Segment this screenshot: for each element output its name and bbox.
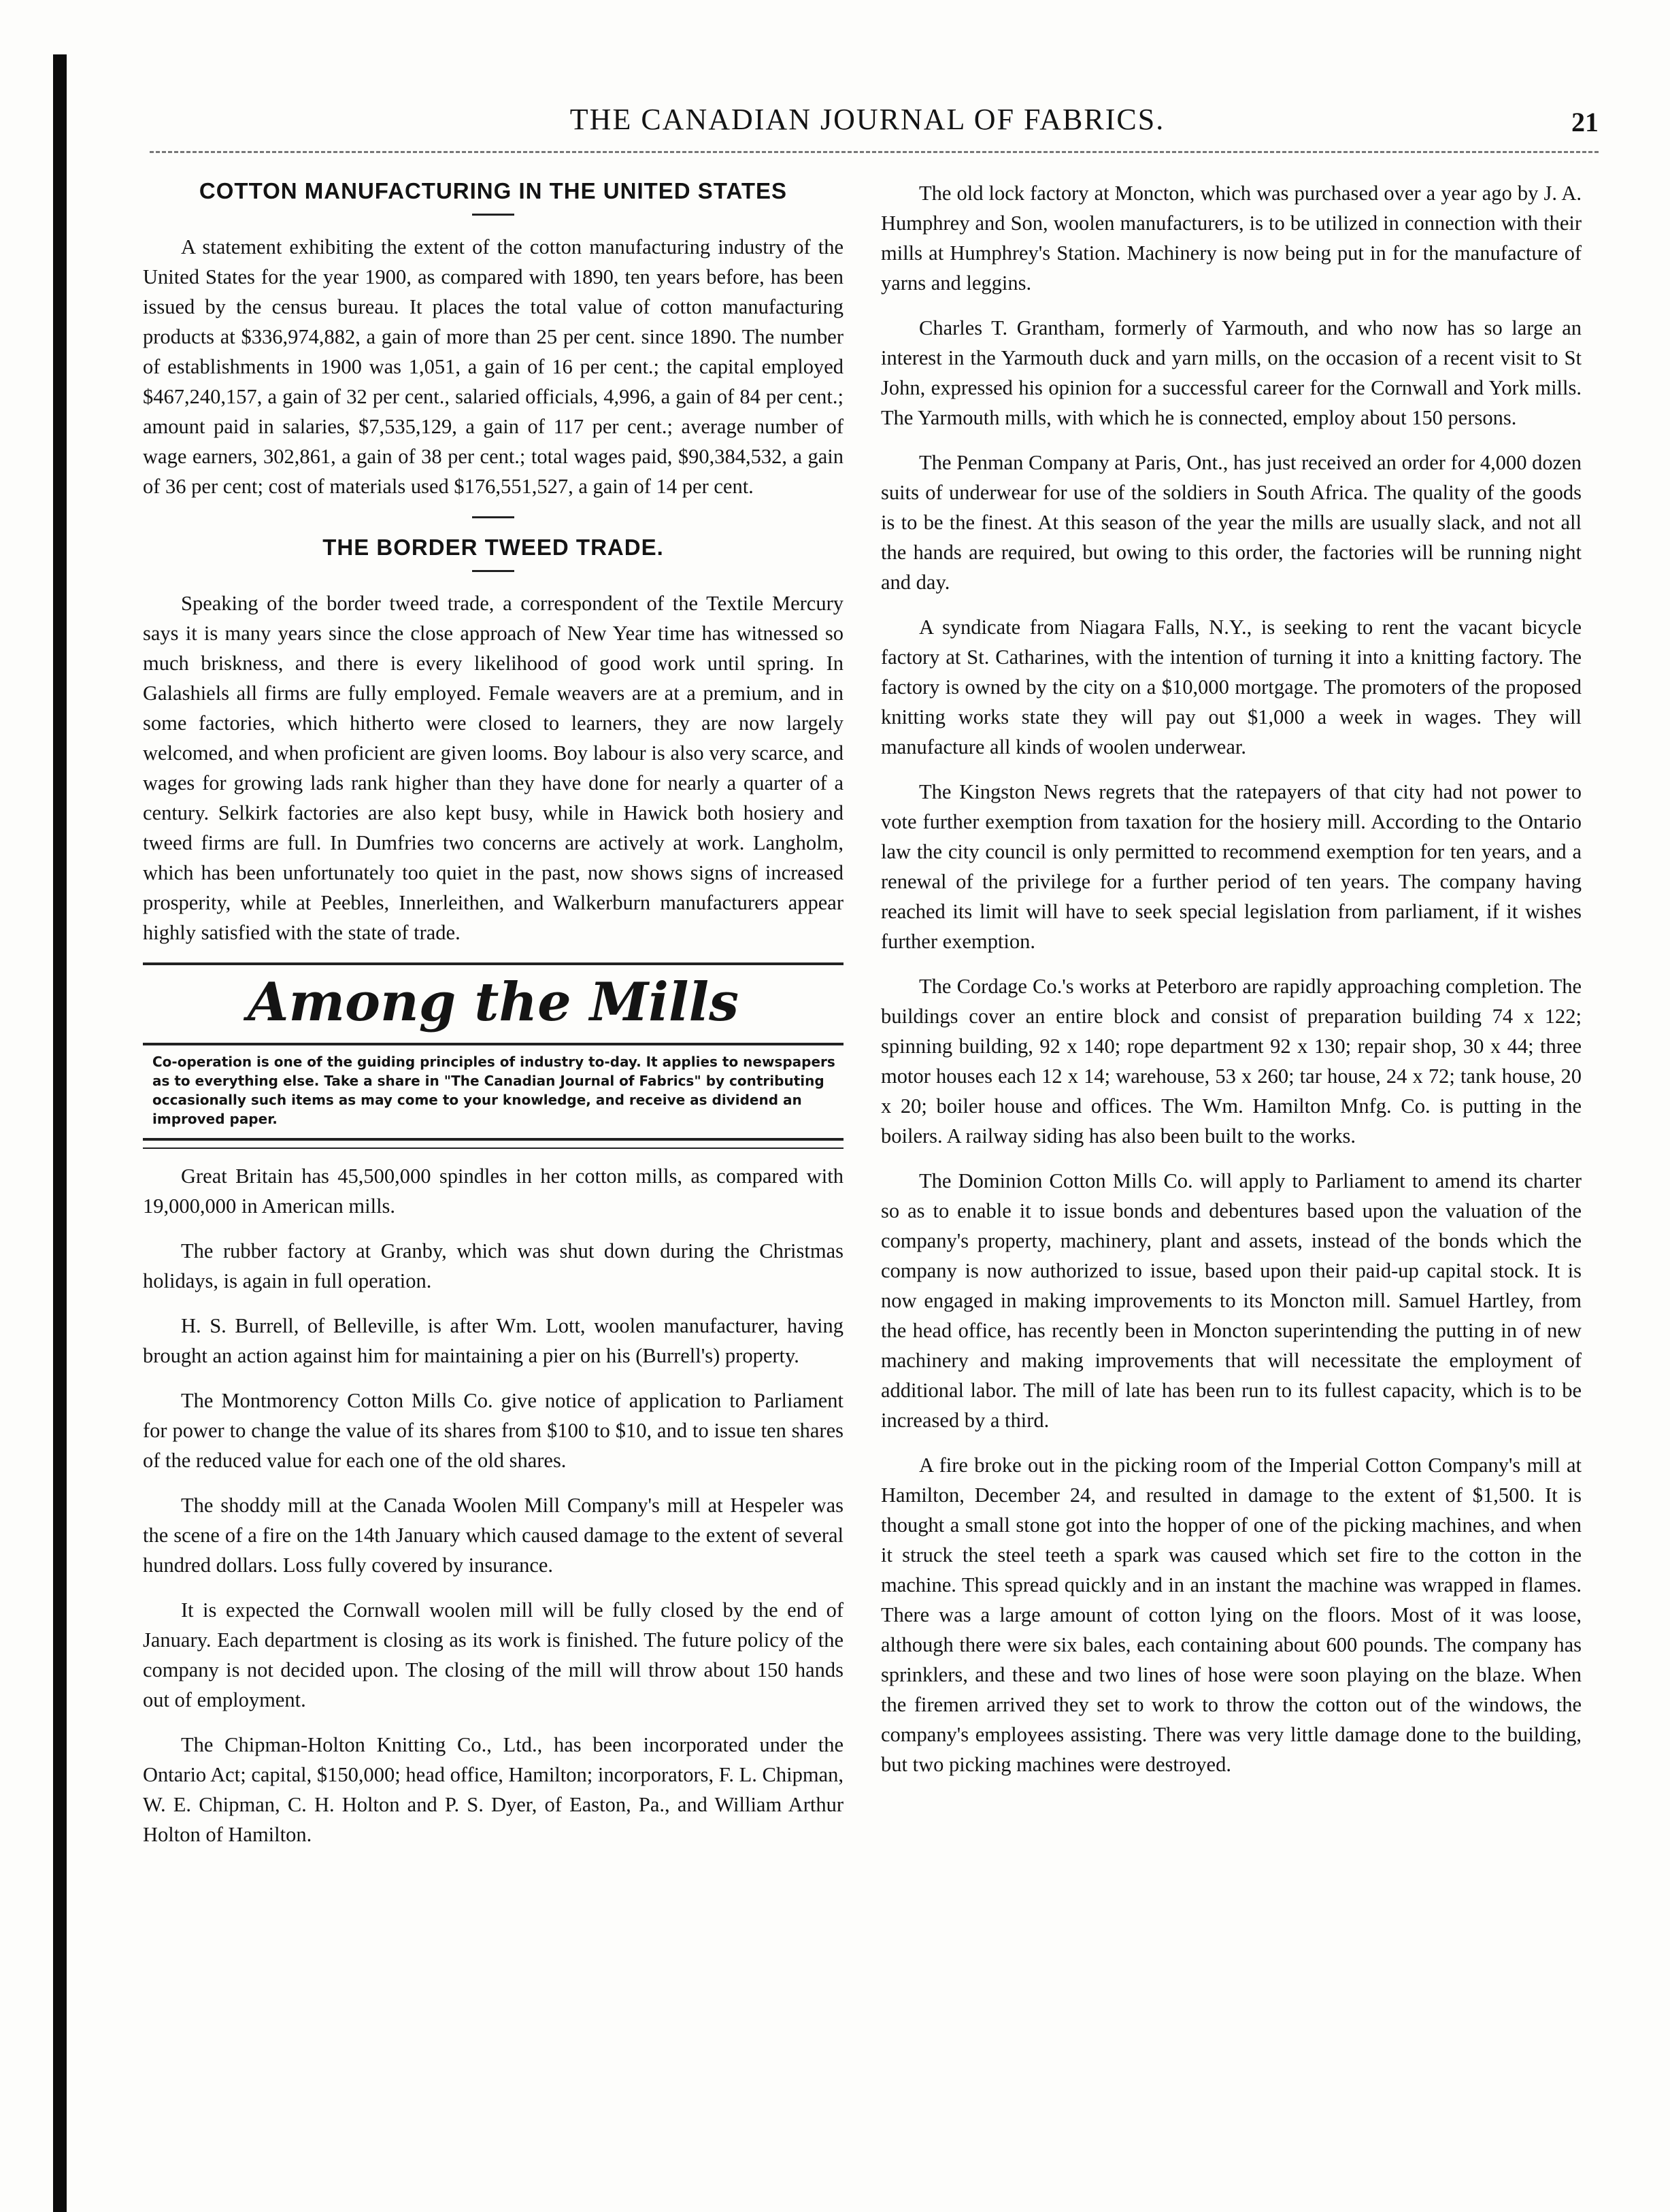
- news-paragraph: The Penman Company at Paris, Ont., has just received an order for 4,000 dozen suits of underwear for use of the soldiers in South Africa. The quality of the goods is to be the finest. At this season of the year the mills are usually slack, and not all the hands are required, but owing to this order, the factories will be running night and day.: [881, 451, 1582, 594]
- news-paragraph: A fire broke out in the picking room of the Imperial Cotton Company's mill at Hamilton, December 24, and resulted in damage to the extent of $1,500. It is thought a small stone got into the hopper of one of the picking machines, and when it struck the steel teeth a spark was caused which set fire to the cotton in the machine. This spread quickly and in an instant the machine was wrapped in flames. There was a large amount of cotton lying on the floors. Most of it was loose, although there were six bales, each containing about 600 pounds. The company has sprinklers, and these and two lines of hose were soon playing on the blaze. When the firemen arrived they set to work to throw the cotton out of the windows, the company's employees assisting. There was very little damage done to the building, but two picking machines were destroyed.: [881, 1454, 1582, 1776]
- mills-paragraph: It is expected the Cornwall woolen mill will be fully closed by the end of January. Each department is closing as its work is finished. The future policy of the company is not decided upon. The closing of the mill will throw about 150 hands out of employment.: [143, 1598, 844, 1711]
- banner-top-rule: [143, 962, 844, 965]
- contribution-notice: Co-operation is one of the guiding principles of industry to-day. It applies to newspapers as to everything else. Take a share in "The Canadian Journal of Fabrics" by contributing occasionally such items as may come to your knowledge, and receive as dividend an improved paper.: [152, 1054, 835, 1127]
- cotton-manufacturing-heading: COTTON MANUFACTURING IN THE UNITED STATES: [199, 178, 788, 203]
- section-divider: [472, 570, 514, 572]
- border-tweed-paragraph: Speaking of the border tweed trade, a correspondent of the Textile Mercury says it is many years since the close approach of New Year time has witnessed so much briskness, and there is every likelihood of good work until spring. In Galashiels all firms are fully employed. Female weavers are at a premium, and in some factories, which hitherto were closed to learners, they are now largely welcomed, and when proficient are given looms. Boy labour is also very scarce, and wages for growing lads rank higher than they have done for nearly a quarter of a century. Selkirk factories are also kept busy, while in Hawick both hosiery and tweed firms are full. In Dumfries two concerns are actively at work. Langholm, which has been unfortunately too quiet in the past, now shows signs of increased prosperity, while at Peebles, Innerleithen, and Walkerburn manufacturers appear highly satisfied with the state of trade.: [143, 592, 844, 944]
- mills-paragraph: The Montmorency Cotton Mills Co. give notice of application to Parliament for power to change the value of its shares from $100 to $10, and to issue ten shares of the reduced value for each one of the old shares.: [143, 1389, 844, 1472]
- news-paragraph: The Kingston News regrets that the ratepayers of that city had not power to vote further exemption from taxation for the hosiery mill. According to the Ontario law the city council is only permitted to recommend exemption for ten years, and a renewal of the privilege for a further period of ten years. The company having reached its limit will have to seek special legislation from parliament, if it wishes further exemption.: [881, 780, 1582, 953]
- header-rule: [150, 151, 1599, 153]
- mills-paragraph: The shoddy mill at the Canada Woolen Mill Company's mill at Hespeler was the scene of a fire on the 14th January which caused damage to the extent of several hundred dollars. Loss fully covered by insurance.: [143, 1494, 844, 1577]
- cotton-manufacturing-paragraph: A statement exhibiting the extent of the cotton manufacturing industry of the United States for the year 1900, as compared with 1890, ten years before, has been issued by the census bureau. It places the total value of cotton manufacturing products at $336,974,882, a gain of more than 25 per cent. since 1890. The number of establishments in 1900 was 1,051, a gain of 16 per cent.; the capital employed $467,240,157, a gain of 32 per cent., salaried officials, 4,996, a gain of 84 per cent.; amount paid in salaries, $7,535,129, a gain of 117 per cent.; average number of wage earners, 302,861, a gain of 38 per cent.; total wages paid, $90,384,532, a gain of 36 per cent; cost of materials used $176,551,527, a gain of 14 per cent.: [143, 235, 844, 498]
- binding-edge-bar: [53, 54, 67, 2212]
- journal-title: THE CANADIAN JOURNAL OF FABRICS.: [569, 103, 1165, 136]
- banner-bottom-rule: [143, 1138, 844, 1141]
- border-tweed-heading: THE BORDER TWEED TRADE.: [322, 535, 664, 560]
- section-divider: [472, 214, 514, 216]
- banner-bottom-thin-rule: [143, 1147, 844, 1149]
- news-paragraph: The old lock factory at Moncton, which was purchased over a year ago by J. A. Humphrey and Son, woolen manufacturers, is to be utilized in connection with their mills at Humphrey's Station. Machinery is now being put in for the manufacture of yarns and leggins.: [881, 182, 1582, 295]
- page-number: 21: [1571, 107, 1599, 137]
- mills-paragraph: H. S. Burrell, of Belleville, is after Wm. Lott, woolen manufacturer, having brought an action against him for maintaining a pier on his (Burrell's) property.: [143, 1314, 844, 1367]
- section-divider: [472, 516, 514, 518]
- mills-paragraph: Great Britain has 45,500,000 spindles in her cotton mills, as compared with 19,000,000 in American mills.: [143, 1164, 844, 1218]
- news-paragraph: The Cordage Co.'s works at Peterboro are rapidly approaching completion. The buildings cover an entire block and consist of preparation building 74 x 122; spinning building, 92 x 140; rope department 92 x 130; repair shop, 30 x 44; three motor houses each 12 x 14; warehouse, 53 x 260; tar house, 24 x 72; tank house, 20 x 20; boiler house and offices. The Wm. Hamilton Mnfg. Co. is putting in the boilers. A railway siding has also been built to the works.: [881, 975, 1582, 1147]
- news-paragraph: Charles T. Grantham, formerly of Yarmouth, and who now has so large an interest in the Yarmouth duck and yarn mills, on the occasion of a recent visit to St John, expressed his opinion for a successful career for the Cornwall and York mills. The Yarmouth mills, with which he is connected, employ about 150 persons.: [881, 316, 1582, 429]
- running-header: [136, 102, 1599, 143]
- news-paragraph: A syndicate from Niagara Falls, N.Y., is seeking to rent the vacant bicycle factory at St. Catharines, with the intention of turning it into a knitting factory. The factory is owned by the city on a $10,000 mortgage. The promoters of the proposed knitting works state they will pay out $1,000 a week in wages. They will manufacture all kinds of woolen underwear.: [881, 616, 1582, 758]
- left-column: [143, 178, 844, 1864]
- right-column: [881, 178, 1582, 1794]
- mills-paragraph: The rubber factory at Granby, which was shut down during the Christmas holidays, is again in full operation.: [143, 1239, 844, 1292]
- news-paragraph: The Dominion Cotton Mills Co. will apply to Parliament to amend its charter so as to enable it to issue bonds and debentures based upon the valuation of the company's property, machinery, plant and assets, instead of the bonds which the company is now authorized to issue, based upon their paid-up capital stock. It is now engaged in making improvements to its Moncton mill. Samuel Hartley, from the head office, has recently been in Moncton superintending the putting in of new machinery and making improvements that will necessitate the employment of additional labor. The mill of late has been run to its fullest capacity, which is to be increased by a third.: [881, 1169, 1582, 1432]
- mills-paragraph: The Chipman-Holton Knitting Co., Ltd., has been incorporated under the Ontario Act; capital, $150,000; head office, Hamilton; incorporators, F. L. Chipman, W. E. Chipman, C. H. Holton and P. S. Dyer, of Easton, Pa., and William Arthur Holton of Hamilton.: [143, 1733, 844, 1846]
- banner-mid-rule: [143, 1043, 844, 1045]
- among-the-mills-banner: Among the Mills: [247, 971, 739, 1033]
